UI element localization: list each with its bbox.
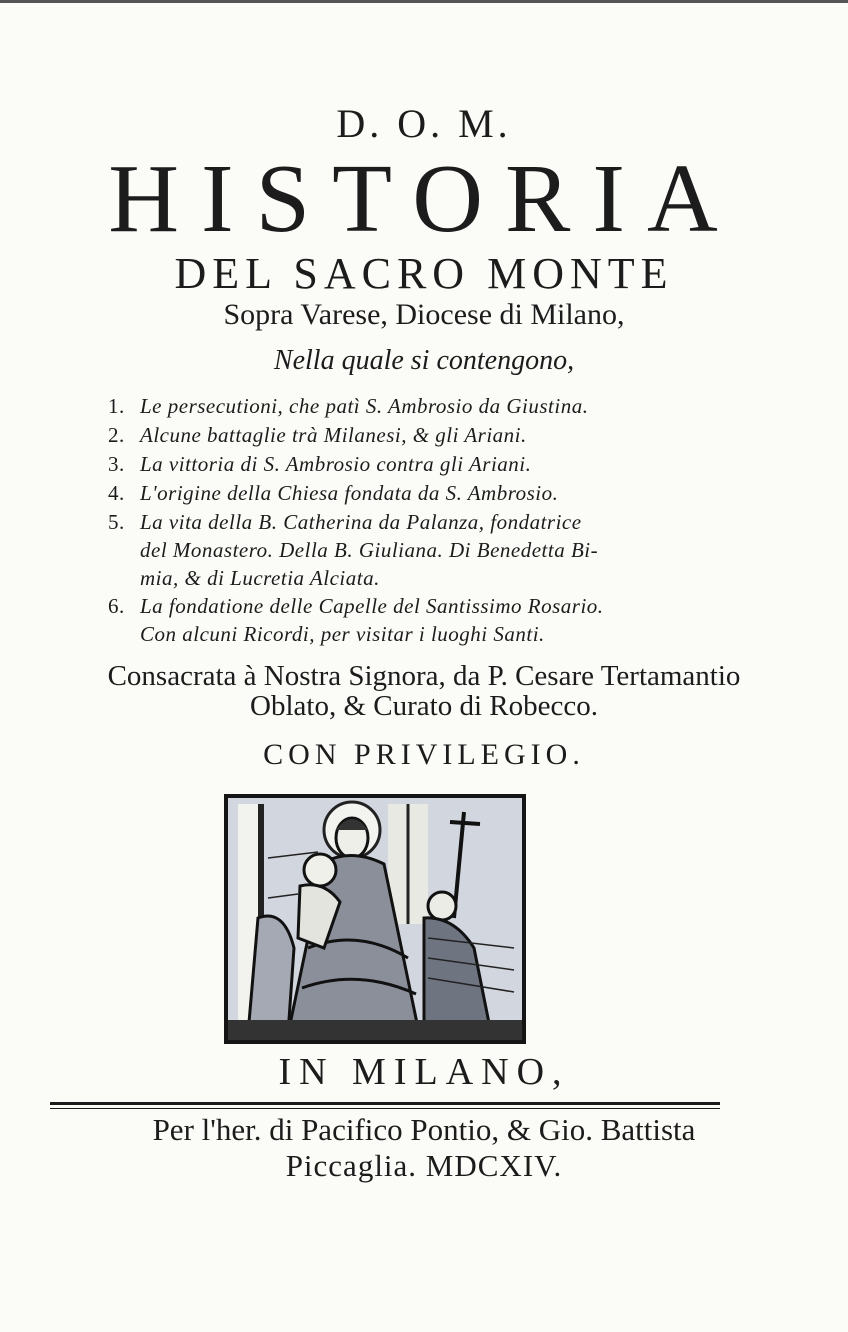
contents-item-text: La vita della B. Catherina da Palanza, fondatrice xyxy=(140,510,582,534)
madonna-woodcut-icon xyxy=(224,794,526,1044)
contents-item-continuation: Con alcuni Ricordi, per visitar i luoghi Santi. xyxy=(140,622,545,646)
contents-item xyxy=(108,423,527,448)
contents-item-text: La fondatione delle Capelle del Santissimo Rosario. xyxy=(140,594,604,618)
contents-item xyxy=(108,594,604,619)
contents-item-number: 5. xyxy=(108,510,125,534)
contents-item-number: 2. xyxy=(108,423,125,447)
imprint-rule-thin xyxy=(50,1108,720,1109)
contents-item-number: 1. xyxy=(108,394,125,418)
contents-item-text: Le persecutioni, che patì S. Ambrosio da Giustina. xyxy=(140,394,589,418)
imprint-city: IN MILANO, xyxy=(278,1051,570,1093)
imprint-rule xyxy=(50,1102,720,1105)
contents-item-continuation: mia, & di Lucretia Alciata. xyxy=(140,566,380,590)
contents-item-continuation: del Monastero. Della B. Giuliana. Di Benedetta Bi- xyxy=(140,538,599,562)
contents-item-text: Alcune battaglie trà Milanesi, & gli Ariani. xyxy=(140,423,527,447)
contents-item-number: 3. xyxy=(108,452,125,476)
contents-item xyxy=(108,452,531,477)
contents-item xyxy=(108,394,588,419)
contents-item xyxy=(108,481,558,506)
privilege-line: CON PRIVILEGIO. xyxy=(263,738,585,771)
contents-item xyxy=(108,510,582,535)
book-title: HISTORIA xyxy=(108,145,740,253)
dom-header: D. O. M. xyxy=(336,101,512,146)
subtitle-line-1: DEL SACRO MONTE xyxy=(174,249,674,298)
subtitle-line-2: Sopra Varese, Diocese di Milano, xyxy=(223,298,625,331)
dedication-line-2: Oblato, & Curato di Robecco. xyxy=(250,690,598,722)
contents-item-number: 6. xyxy=(108,594,125,618)
publisher-line-1: Per l'her. di Pacifico Pontio, & Gio. Battista xyxy=(152,1112,696,1147)
contents-item-text: La vittoria di S. Ambrosio contra gli Ariani. xyxy=(140,452,532,476)
publisher-line-2: Piccaglia. MDCXIV. xyxy=(285,1148,563,1183)
contents-intro: Nella quale si contengono, xyxy=(273,345,575,376)
contents-item-text: L'origine della Chiesa fondata da S. Ambrosio. xyxy=(140,481,559,505)
dedication-line-1: Consacrata à Nostra Signora, da P. Cesare Tertamantio xyxy=(107,660,741,692)
contents-item-number: 4. xyxy=(108,481,125,505)
